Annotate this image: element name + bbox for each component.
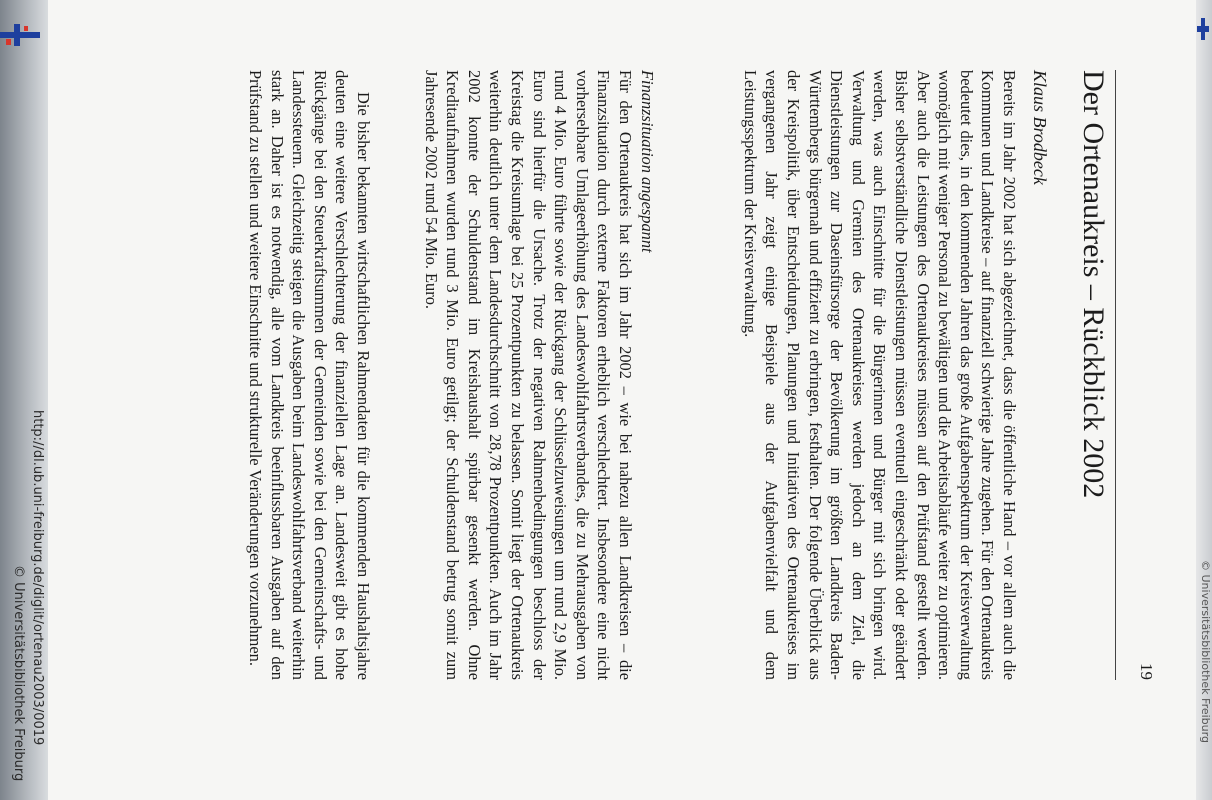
paragraph-intro: Bereits im Jahr 2002 hat sich abgezeichnet, dass die öffentliche Hand – vor allem auch die Kommunen und Landkreise – auf finanziell schwierige Jahre zugehen. Für den Ortenaukreis bedeutet dies, in den kommenden Jahren das große Aufgabenspektrum der Kreisverwaltung womöglich mit weniger Personal zu bewältigen und die Arbeitsabläufe weiter zu optimieren. Aber auch die Leistungen des Ortenaukreises müssen auf den Prüfstand gestellt werden. Bisher selbstverständliche Dienstleistungen müssen eventuell eingeschränkt oder geändert werden, was auch Einschnitte für die Bürgerinnen und Bürger mit sich bringen wird. Verwaltung und Gremien des Ortenaukreises werden jedoch an dem Ziel, die Dienstleistungen zur Daseinsfürsorge der Bevölkerung im größten Landkreis Baden-Württembergs bürgernah und effizient zu erbringen, festhalten. Der folgende Überblick aus der Kreispolitik, über Entscheidungen, Planungen und Initiativen des Ortenaukreises im vergangenen Jahr zeigt einige Beispiele aus der Aufgabenvielfalt und dem Leistungsspektrum der Kreisverwaltung. [740,70,1019,680]
scan-footer [0,0,48,800]
page-number: 19 [1137,663,1156,680]
page-title: Der Ortenaukreis – Rückblick 2002 [1077,70,1110,499]
paragraph-finanzsituation-1: Für den Ortenaukreis hat sich im Jahr 2002 – wie bei nahezu allen Landkreisen – die Finanzsituation durch externe Faktoren erheblich verschlechtert. Insbesondere eine nicht vorhersehbare Umlageerhöhung des Landeswohlfahrtsverbandes, die zu Mehrausgaben von rund 4 Mio. Euro führte sowie der Rückgang der Schlüsselzuweisungen um rund 2,9 Mio. Euro sind hierfür die Ursache. Trotz der negativen Rahmenbedingungen beschloss der Kreistag die Kreisumlage bei 25 Prozentpunkten zu belassen. Somit liegt der Ortenaukreis weiterhin deutlich unter dem Landesdurchschnitt von 28,78 Prozentpunkten. Auch im Jahr 2002 konnte der Schuldenstand im Kreishaushalt spürbar gesenkt werden. Ohne Kreditaufnahmen wurden rund 3 Mio. Euro getilgt; der Schuldenstand betrug somit zum Jahresende 2002 rund 54 Mio. Euro. [421,70,635,680]
copyright-notice: © Universitätsbibliothek Freiburg [11,565,26,782]
page-paper [48,0,1196,800]
edge-copyright-clipped: © Universitätsbibliothek Freiburg [1199,560,1212,743]
page-content-rotated [48,0,1196,800]
color-calibration-mark-right-icon [1197,18,1209,40]
header-rule [1115,70,1116,680]
author-name: Klaus Brodbeck [1030,70,1050,185]
paragraph-finanzsituation-2: Die bisher bekannten wirtschaftlichen Rahmendaten für die kommenden Haushaltsjahre deuten eine weitere Verschlechterung der finanziellen Lage an. Landesweit gibt es hohe Rückgänge bei den Steuerkraftsummen der Gemeinden sowie bei den Gemeinschafts- und Landessteuern. Gleichzeitig steigen die Ausgaben beim Landeswohlfahrtsverband weiterhin stark an. Daher ist es notwendig, alle vom Landkreis beeinflussbaren Ausgaben auf den Prüfstand zu stellen und weitere Einschnitte und strukturelle Veränderungen vorzunehmen. [246,70,373,680]
section-heading: Finanzsituation angespannt [638,70,657,253]
color-calibration-mark-icon [0,24,40,46]
source-url[interactable]: http://dl.ub.uni-freiburg.de/diglit/ortenau2003/0019 [30,410,45,746]
